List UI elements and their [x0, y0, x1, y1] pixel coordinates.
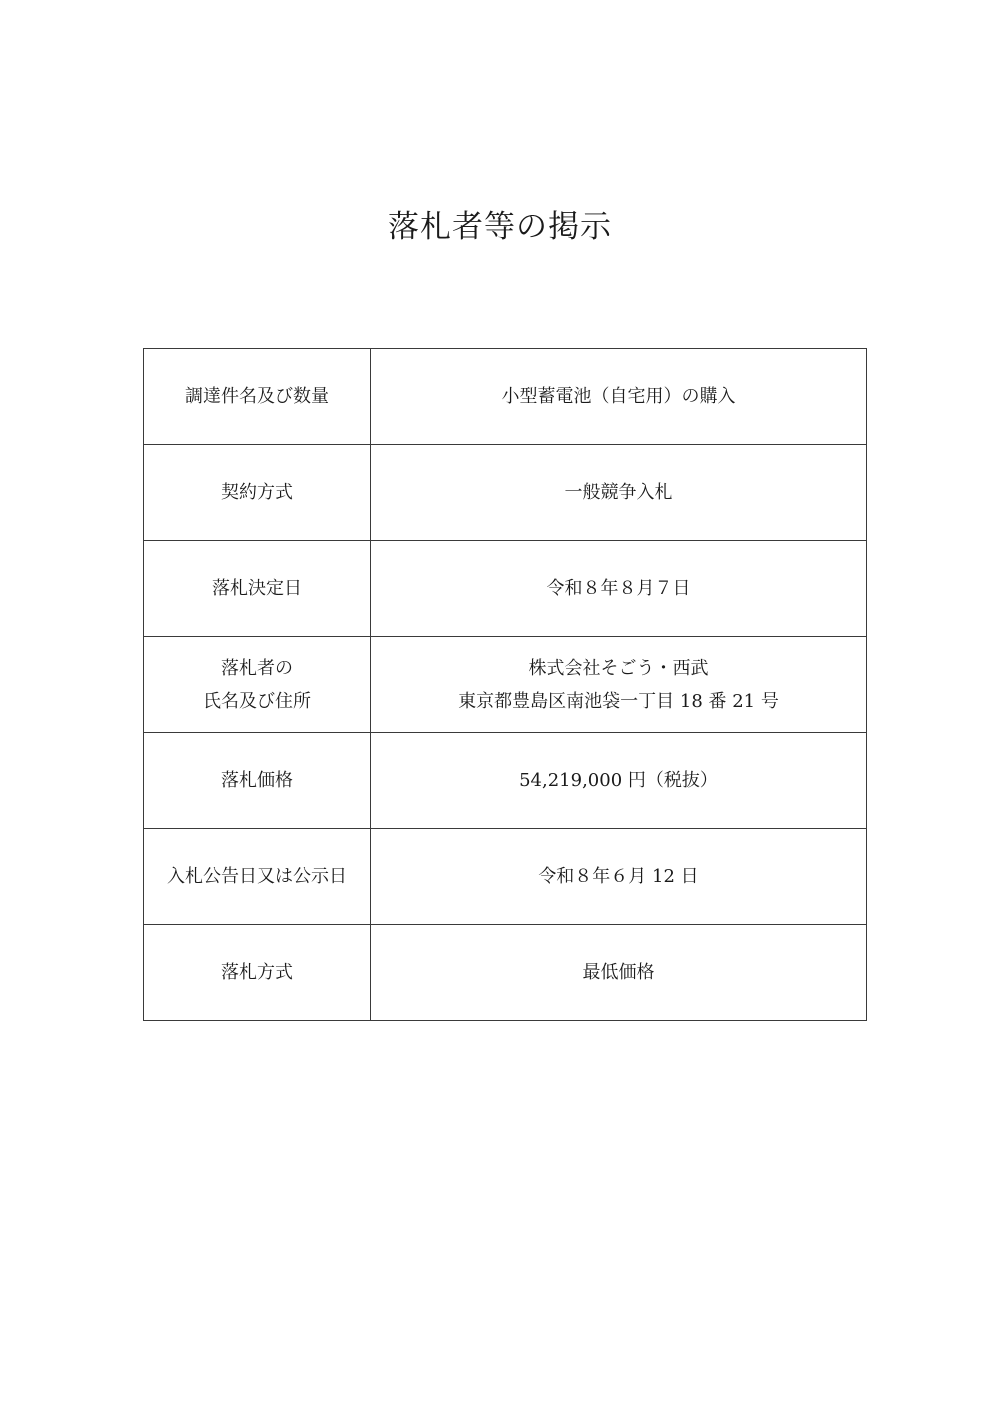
- label-text: 落札決定日: [212, 578, 302, 599]
- label-cell: [144, 829, 371, 925]
- value-cell: [371, 733, 867, 829]
- value-text: 最低価格: [582, 962, 655, 983]
- value-cell: [371, 541, 867, 637]
- label-text: 調達件名及び数量: [185, 386, 329, 407]
- label-text: 落札方式: [221, 962, 293, 983]
- table-row-award-method: [144, 925, 867, 1021]
- label-cell: [144, 733, 371, 829]
- value-text: 小型蓄電池（自宅用）の購入: [501, 386, 736, 407]
- value-text: 令和８年６月 12 日: [538, 866, 699, 887]
- label-text: 落札価格: [221, 770, 293, 791]
- table-row-announcement-date: [144, 829, 867, 925]
- table-row-award-date: [144, 541, 867, 637]
- table-row-winner: [144, 637, 867, 733]
- label-cell: [144, 349, 371, 445]
- value-cell: [371, 829, 867, 925]
- label-text: 入札公告日又は公示日: [167, 866, 347, 887]
- label-text: 落札者の: [221, 657, 293, 679]
- table-row-award-price: [144, 733, 867, 829]
- label-cell: [144, 445, 371, 541]
- award-notice-table: [143, 348, 867, 1021]
- table-row-procurement-item: [144, 349, 867, 445]
- value-cell: [371, 637, 867, 733]
- label-cell: [144, 637, 371, 733]
- value-text: 一般競争入札: [564, 482, 673, 503]
- value-cell: [371, 349, 867, 445]
- label-text: 氏名及び住所: [203, 690, 311, 712]
- winner-name: 株式会社そごう・西武: [528, 657, 709, 679]
- label-cell: [144, 925, 371, 1021]
- value-text: 54,219,000 円（税抜）: [519, 770, 718, 791]
- value-cell: [371, 445, 867, 541]
- page-title: 落札者等の掲示: [388, 209, 612, 245]
- label-cell: [144, 541, 371, 637]
- value-text: 令和８年８月７日: [546, 578, 691, 599]
- table-row-contract-method: [144, 445, 867, 541]
- label-text: 契約方式: [221, 482, 293, 503]
- value-cell: [371, 925, 867, 1021]
- winner-address: 東京都豊島区南池袋一丁目 18 番 21 号: [458, 690, 779, 712]
